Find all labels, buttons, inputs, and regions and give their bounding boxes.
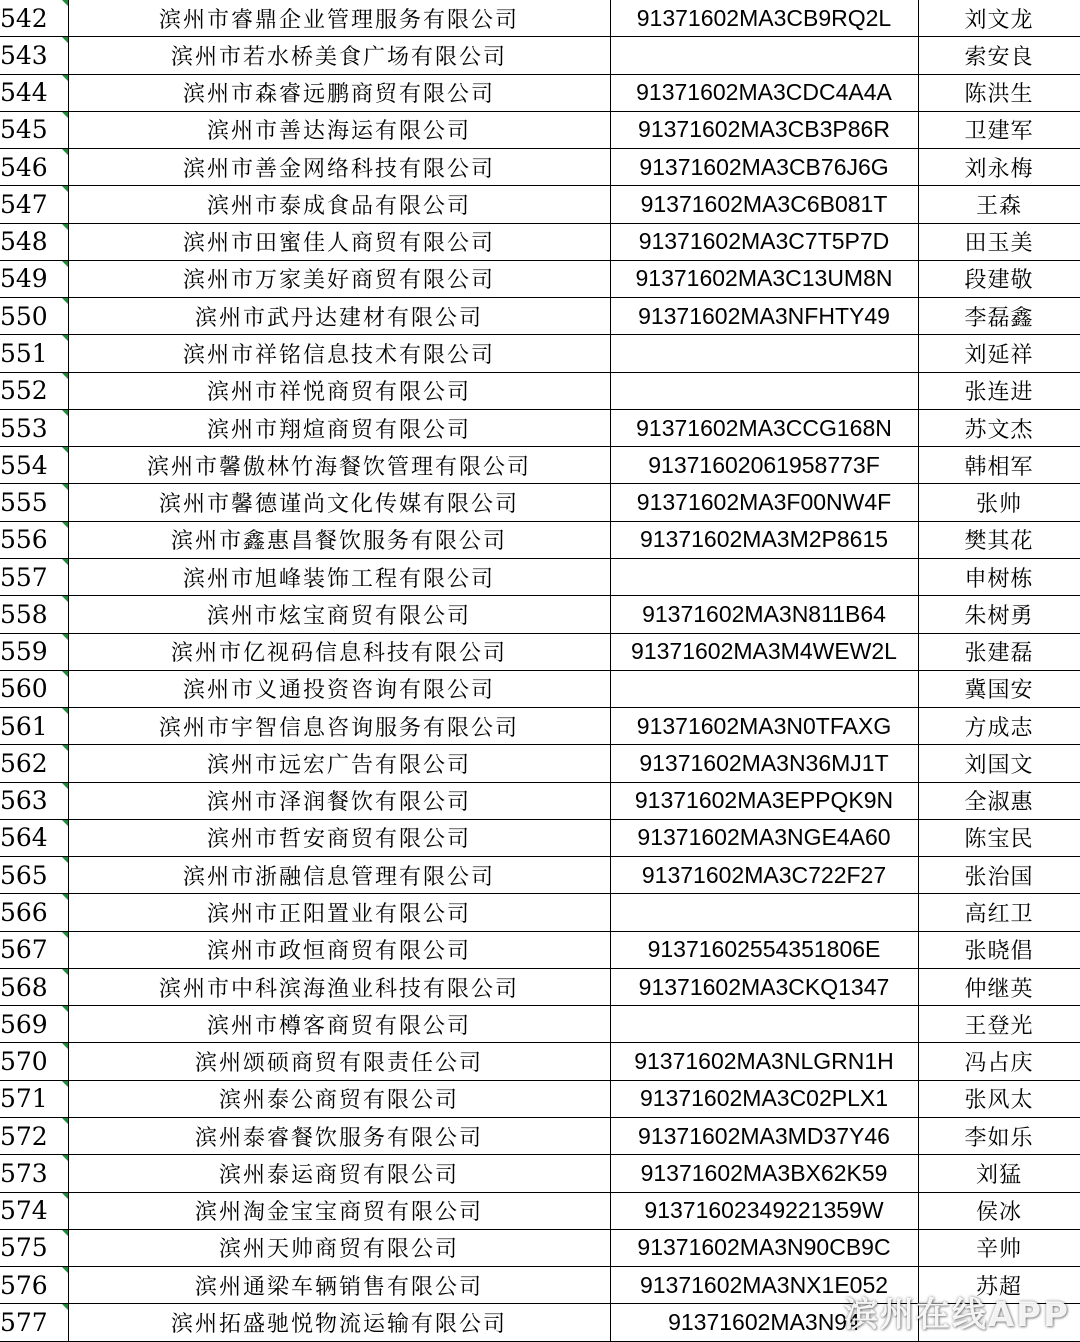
row-number-cell: 561 [0,708,68,745]
row-number-cell: 551 [0,335,68,372]
row-number-cell: 570 [0,1043,68,1080]
company-name-cell: 滨州市善金网络科技有限公司 [68,149,610,186]
credit-code-cell: 91371602MA3M2P8615 [610,521,918,558]
table-row [0,894,1080,931]
credit-code-cell [610,372,918,409]
credit-code-cell: 91371602MA3N811B64 [610,596,918,633]
table-row [0,1155,1080,1192]
table-row [0,670,1080,707]
credit-code-cell: 91371602MA3BX62K59 [610,1155,918,1192]
row-number-cell: 565 [0,857,68,894]
row-number-cell: 556 [0,521,68,558]
legal-representative-cell: 朱树勇 [918,596,1080,633]
company-name-cell: 滨州市若水桥美食广场有限公司 [68,37,610,74]
table-row [0,633,1080,670]
row-number-cell: 548 [0,223,68,260]
legal-representative-cell: 张晓倡 [918,931,1080,968]
row-number-cell: 545 [0,111,68,148]
credit-code-cell: 91371602MA3CB76J6G [610,149,918,186]
company-name-cell: 滨州市万家美好商贸有限公司 [68,260,610,297]
company-name-cell: 滨州市睿鼎企业管理服务有限公司 [68,0,610,37]
legal-representative-cell: 李磊鑫 [918,298,1080,335]
row-number-cell: 542 [0,0,68,37]
legal-representative-cell: 段建敬 [918,260,1080,297]
table-row [0,857,1080,894]
table-row [0,596,1080,633]
table-row [0,1043,1080,1080]
company-name-cell: 滨州泰睿餐饮服务有限公司 [68,1117,610,1154]
credit-code-cell: 91371602MA3F00NW4F [610,484,918,521]
legal-representative-cell: 樊其花 [918,521,1080,558]
company-name-cell: 滨州市馨德谨尚文化传媒有限公司 [68,484,610,521]
credit-code-cell: 91371602MA3CKQ1347 [610,968,918,1005]
credit-code-cell [610,37,918,74]
company-name-cell: 滨州市翔煊商贸有限公司 [68,409,610,446]
legal-representative-cell: 辛帅 [918,1229,1080,1266]
company-name-cell: 滨州市义通投资咨询有限公司 [68,670,610,707]
credit-code-cell: 91371602MA3NFHTY49 [610,298,918,335]
row-number-cell: 549 [0,260,68,297]
row-number-cell: 544 [0,74,68,111]
legal-representative-cell: 刘猛 [918,1155,1080,1192]
legal-representative-cell: 张风太 [918,1080,1080,1117]
row-number-cell: 555 [0,484,68,521]
credit-code-cell: 91371602MA3C6B081T [610,186,918,223]
credit-code-cell [610,558,918,595]
company-name-cell: 滨州市泽润餐饮有限公司 [68,782,610,819]
legal-representative-cell: 刘延祥 [918,335,1080,372]
legal-representative-cell: 王森 [918,186,1080,223]
row-number-cell: 564 [0,819,68,856]
company-name-cell: 滨州市善达海运有限公司 [68,111,610,148]
credit-code-cell: 91371602MA3C02PLX1 [610,1080,918,1117]
row-number-cell: 574 [0,1192,68,1229]
table-row [0,968,1080,1005]
table-row [0,298,1080,335]
company-name-cell: 滨州市馨傲林竹海餐饮管理有限公司 [68,447,610,484]
credit-code-cell [610,670,918,707]
table-row [0,1006,1080,1043]
row-number-cell: 563 [0,782,68,819]
table-row [0,260,1080,297]
credit-code-cell: 91371602554351806E [610,931,918,968]
company-name-cell: 滨州市浙融信息管理有限公司 [68,857,610,894]
company-name-cell: 滨州市鑫惠昌餐饮服务有限公司 [68,521,610,558]
legal-representative-cell: 刘文龙 [918,0,1080,37]
table-row [0,37,1080,74]
row-number-cell: 558 [0,596,68,633]
row-number-cell: 569 [0,1006,68,1043]
legal-representative-cell: 张治国 [918,857,1080,894]
company-name-cell: 滨州市森睿远鹏商贸有限公司 [68,74,610,111]
credit-code-cell: 91371602MA3CB3P86R [610,111,918,148]
credit-code-cell [610,894,918,931]
company-name-cell: 滨州市哲安商贸有限公司 [68,819,610,856]
legal-representative-cell: 苏超 [918,1267,1080,1304]
company-name-cell: 滨州市政恒商贸有限公司 [68,931,610,968]
table-row [0,1192,1080,1229]
row-number-cell: 572 [0,1117,68,1154]
legal-representative-cell: 张建磊 [918,633,1080,670]
row-number-cell: 552 [0,372,68,409]
credit-code-cell: 91371602MA3NX1E052 [610,1267,918,1304]
row-number-cell: 573 [0,1155,68,1192]
credit-code-cell: 91371602MA3NGE4A60 [610,819,918,856]
credit-code-cell: 91371602MA3C722F27 [610,857,918,894]
credit-code-cell: 91371602MA3CCG168N [610,409,918,446]
row-number-cell: 550 [0,298,68,335]
legal-representative-cell: 韩相军 [918,447,1080,484]
company-name-cell: 滨州市旭峰装饰工程有限公司 [68,558,610,595]
legal-representative-cell: 刘永梅 [918,149,1080,186]
credit-code-cell [610,1006,918,1043]
credit-code-cell: 91371602061958773F [610,447,918,484]
credit-code-cell [610,335,918,372]
credit-code-cell: 91371602MA3M4WEW2L [610,633,918,670]
company-name-cell: 滨州颂硕商贸有限责任公司 [68,1043,610,1080]
row-number-cell: 547 [0,186,68,223]
legal-representative-cell: 张连进 [918,372,1080,409]
legal-representative-cell: 田玉美 [918,223,1080,260]
credit-code-cell: 91371602349221359W [610,1192,918,1229]
company-name-cell: 滨州市中科滨海渔业科技有限公司 [68,968,610,1005]
company-name-cell: 滨州市祥悦商贸有限公司 [68,372,610,409]
row-number-cell: 568 [0,968,68,1005]
credit-code-cell: 91371602MA3N0TFAXG [610,708,918,745]
table-row [0,708,1080,745]
legal-representative-cell: 冯占庆 [918,1043,1080,1080]
company-name-cell: 滨州天帅商贸有限公司 [68,1229,610,1266]
credit-code-cell: 91371602MA3N36MJ1T [610,745,918,782]
legal-representative-cell: 高红卫 [918,894,1080,931]
legal-representative-cell: 方成志 [918,708,1080,745]
table-row [0,931,1080,968]
row-number-cell: 576 [0,1267,68,1304]
credit-code-cell: 91371602MA3MD37Y46 [610,1117,918,1154]
company-name-cell: 滨州市正阳置业有限公司 [68,894,610,931]
legal-representative-cell: 刘国文 [918,745,1080,782]
row-number-cell: 559 [0,633,68,670]
table-row [0,819,1080,856]
table-row [0,186,1080,223]
credit-code-cell: 91371602MA3NLGRN1H [610,1043,918,1080]
row-number-cell: 562 [0,745,68,782]
table-row [0,372,1080,409]
table-row [0,521,1080,558]
table-row [0,447,1080,484]
legal-representative-cell [918,1304,1080,1342]
legal-representative-cell: 索安良 [918,37,1080,74]
row-number-cell: 554 [0,447,68,484]
company-name-cell: 滨州市祥铭信息技术有限公司 [68,335,610,372]
company-name-cell: 滨州市樽客商贸有限公司 [68,1006,610,1043]
table-row [0,745,1080,782]
company-name-cell: 滨州泰运商贸有限公司 [68,1155,610,1192]
legal-representative-cell: 申树栋 [918,558,1080,595]
credit-code-cell: 91371602MA3N90CB9C [610,1229,918,1266]
legal-representative-cell: 李如乐 [918,1117,1080,1154]
row-number-cell: 575 [0,1229,68,1266]
company-name-cell: 滨州通梁车辆销售有限公司 [68,1267,610,1304]
company-name-cell: 滨州拓盛驰悦物流运输有限公司 [68,1304,610,1342]
company-name-cell: 滨州淘金宝宝商贸有限公司 [68,1192,610,1229]
table-row [0,558,1080,595]
row-number-cell: 577 [0,1304,68,1342]
company-name-cell: 滨州市武丹达建材有限公司 [68,298,610,335]
company-name-cell: 滨州市田蜜佳人商贸有限公司 [68,223,610,260]
company-name-cell: 滨州市泰成食品有限公司 [68,186,610,223]
table-row [0,149,1080,186]
row-number-cell: 546 [0,149,68,186]
legal-representative-cell: 侯冰 [918,1192,1080,1229]
legal-representative-cell: 卫建军 [918,111,1080,148]
credit-code-cell: 91371602MA3C7T5P7D [610,223,918,260]
table-row [0,1080,1080,1117]
row-number-cell: 557 [0,558,68,595]
row-number-cell: 567 [0,931,68,968]
table-row [0,74,1080,111]
table-row [0,223,1080,260]
table-row [0,335,1080,372]
legal-representative-cell: 陈宝民 [918,819,1080,856]
legal-representative-cell: 仲继英 [918,968,1080,1005]
table-row [0,1304,1080,1342]
legal-representative-cell: 陈洪生 [918,74,1080,111]
table-row [0,782,1080,819]
table-row [0,1229,1080,1266]
credit-code-cell: 91371602MA3C13UM8N [610,260,918,297]
table-row [0,0,1080,37]
row-number-cell: 560 [0,670,68,707]
table-row [0,484,1080,521]
company-name-cell: 滨州市炫宝商贸有限公司 [68,596,610,633]
company-name-cell: 滨州市宇智信息咨询服务有限公司 [68,708,610,745]
table-row [0,1117,1080,1154]
table-row [0,409,1080,446]
row-number-cell: 553 [0,409,68,446]
row-number-cell: 571 [0,1080,68,1117]
credit-code-cell: 91371602MA3N94 [610,1304,918,1342]
legal-representative-cell: 张帅 [918,484,1080,521]
legal-representative-cell: 冀国安 [918,670,1080,707]
row-number-cell: 566 [0,894,68,931]
table-row [0,1267,1080,1304]
company-name-cell: 滨州泰公商贸有限公司 [68,1080,610,1117]
legal-representative-cell: 苏文杰 [918,409,1080,446]
credit-code-cell: 91371602MA3EPPQK9N [610,782,918,819]
legal-representative-cell: 全淑惠 [918,782,1080,819]
row-number-cell: 543 [0,37,68,74]
table-row [0,111,1080,148]
company-name-cell: 滨州市亿视码信息科技有限公司 [68,633,610,670]
company-name-cell: 滨州市远宏广告有限公司 [68,745,610,782]
credit-code-cell: 91371602MA3CDC4A4A [610,74,918,111]
watermark-logo: 滨州在线APP [843,1295,1070,1335]
legal-representative-cell: 王登光 [918,1006,1080,1043]
credit-code-cell: 91371602MA3CB9RQ2L [610,0,918,37]
